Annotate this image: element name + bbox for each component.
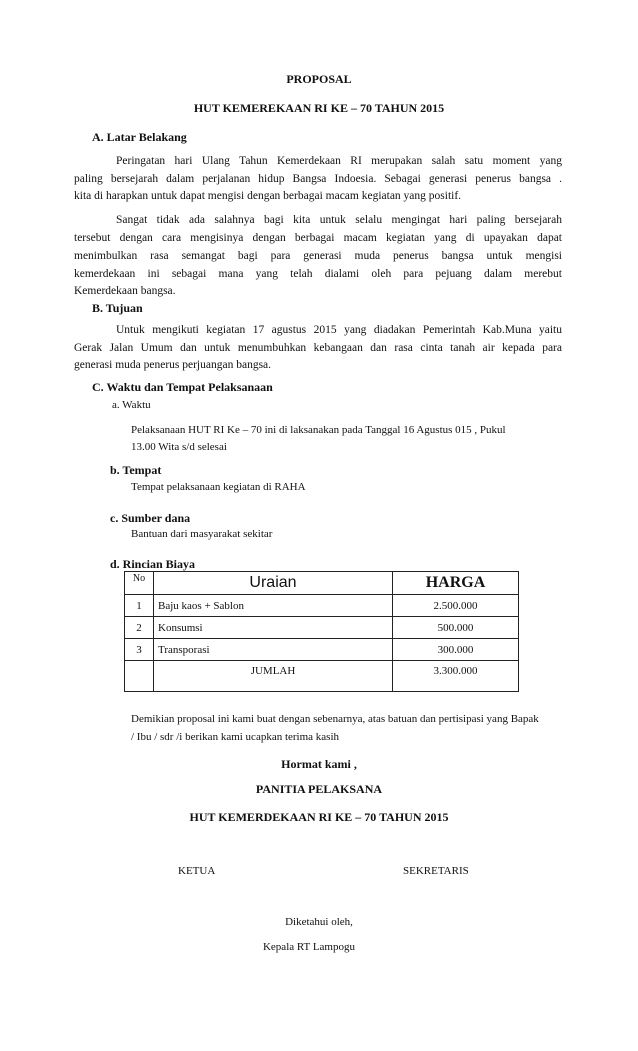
row-no: 2	[125, 617, 154, 639]
row-uraian: Transporasi	[154, 639, 393, 661]
section-c-c-heading: c. Sumber dana	[110, 511, 191, 525]
row-uraian: Baju kaos + Sablon	[154, 595, 393, 617]
section-a-p2-line: Kemerdekaan bangsa.	[74, 285, 176, 297]
table-row	[125, 639, 519, 661]
section-b-line: generasi muda penerus perjuangan bangsa.	[74, 359, 272, 371]
section-a-p2-line: Sangat tidak ada salahnya bagi kita untuk selalu mengingat hari paling bersejarah	[116, 214, 562, 226]
header-no: No	[125, 572, 154, 595]
cost-table	[124, 571, 519, 692]
signature-ketua: KETUA	[178, 865, 216, 877]
section-a-p1-line: Peringatan hari Ulang Tahun Kemerdekaan RI merupakan salah satu moment yang	[116, 155, 562, 167]
section-c-b-text: Tempat pelaksanaan kegiatan di RAHA	[131, 481, 306, 493]
row-no: 1	[125, 595, 154, 617]
row-harga: 300.000	[393, 639, 519, 661]
table-total-row	[125, 661, 519, 692]
section-c-b-heading: b. Tempat	[110, 463, 162, 477]
closing-line: Demikian proposal ini kami buat dengan sebenarnya, atas batuan dan pertisipasi yang Bapak	[131, 713, 539, 725]
section-c-a-heading: a. Waktu	[112, 399, 151, 411]
row-harga: 2.500.000	[393, 595, 519, 617]
table-row	[125, 595, 519, 617]
doc-title: PROPOSAL	[286, 72, 352, 86]
closing-line: / Ibu / sdr /i berikan kami ucapkan terima kasih	[131, 731, 340, 743]
signature-committee: PANITIA PELAKSANA	[255, 782, 383, 796]
header-uraian: Uraian	[154, 572, 393, 595]
table-header-row	[125, 572, 519, 595]
section-c-heading: C. Waktu dan Tempat Pelaksanaan	[92, 380, 273, 394]
section-b-heading: B. Tujuan	[92, 301, 143, 315]
table-row	[125, 617, 519, 639]
section-a-heading: A. Latar Belakang	[92, 130, 187, 144]
rt-head: Kepala RT Lampogu	[262, 941, 355, 953]
section-c-a-line: Pelaksanaan HUT RI Ke – 70 ini di laksanakan pada Tanggal 16 Agustus 015 , Pukul	[131, 424, 506, 436]
section-a-p2-line: menimbulkan rasa semangat bagi para generasi muda penerus bangsa untuk mengisi	[74, 250, 562, 262]
total-empty	[125, 661, 154, 692]
section-c-a-line: 13.00 Wita s/d selesai	[131, 441, 227, 453]
section-b-line: Untuk mengikuti kegiatan 17 agustus 2015 yang diadakan Pemerintah Kab.Muna yaitu	[116, 324, 562, 336]
signature-sekretaris: SEKRETARIS	[403, 865, 469, 877]
section-a-p2-line: kemerdekaan ini sebagai mana yang telah dialami oleh para pejuang dalam merebut	[74, 268, 562, 280]
acknowledged-by: Diketahui oleh,	[285, 916, 353, 928]
section-c-d-heading: d. Rincian Biaya	[110, 557, 196, 571]
section-a-p2-line: tersebut dengan cara mengisinya dengan berbagai macam kegiatan yang di upayakan dapat	[74, 232, 562, 244]
signature-event: HUT KEMERDEKAAN RI KE – 70 TAHUN 2015	[189, 810, 449, 824]
section-c-c-text: Bantuan dari masyarakat sekitar	[131, 528, 273, 540]
doc-subtitle: HUT KEMEREKAAN RI KE – 70 TAHUN 2015	[193, 101, 445, 115]
header-harga: HARGA	[393, 572, 519, 595]
total-label: JUMLAH	[154, 661, 393, 692]
total-value: 3.300.000	[393, 661, 519, 692]
section-a-p1-line: kita di harapkan untuk dapat mengisi dengan berbagai macam kegiatan yang positif.	[74, 190, 462, 202]
section-b-line: Gerak Jalan Umum dan untuk menumbuhkan kebangaan dan rasa cinta tanah air kepada para	[74, 342, 562, 354]
signature-regards: Hormat kami ,	[281, 757, 357, 771]
section-a-p1-line: paling bersejarah dalam perjalanan hidup Bangsa Indoesia. Sebagai generasi penerus bangsa .	[74, 173, 562, 185]
row-uraian: Konsumsi	[154, 617, 393, 639]
row-harga: 500.000	[393, 617, 519, 639]
row-no: 3	[125, 639, 154, 661]
